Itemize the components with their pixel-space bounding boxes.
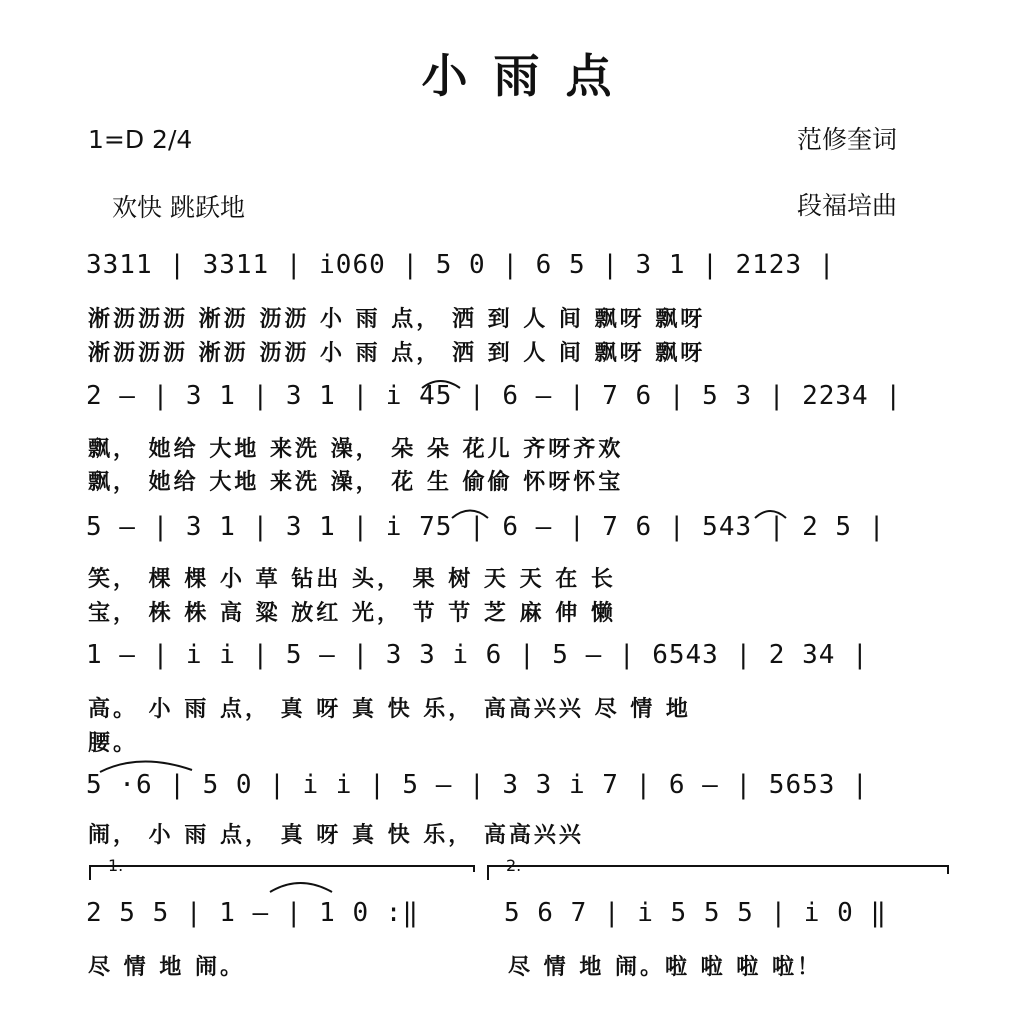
slur-row-3: [452, 511, 488, 519]
slur-row-3b: [755, 511, 786, 518]
lyric-row-3-verse-2: 宝， 株 株 高 粱 放红 光， 节 节 芝 麻 伸 懒: [88, 601, 616, 626]
lyric-row-1-verse-2: 淅沥沥沥 淅沥 沥沥 小 雨 点， 洒 到 人 间 飘呀 飘呀: [88, 341, 706, 366]
key-time-signature: 1=D 2/4: [88, 125, 193, 154]
notation-row-2: 2 — | 3 1 | 3 1 | i 45 | 6 — | 7 6 | 5 3 | 2234 |: [86, 381, 903, 411]
volta-2-label: 2.: [506, 856, 522, 875]
notation-row-5: 5 ·6 | 5 0 | i i | 5 — | 3 3 i 7 | 6 — | 5653 |: [86, 770, 869, 800]
notation-row-1: 3311 | 3311 | i060 | 5 0 | 6 5 | 3 1 | 2123 |: [86, 250, 836, 280]
slur-row-6: [270, 883, 332, 892]
volta-1-label: 1.: [108, 856, 124, 875]
lyric-row-6-ending-2: 尽 情 地 闹。啦 啦 啦 啦！: [508, 955, 822, 980]
volta-1-bracket: [90, 866, 474, 880]
tempo-marking: 欢快 跳跃地: [112, 193, 245, 222]
composer-credit: 段福培曲: [797, 191, 898, 220]
slur-row-5: [100, 761, 192, 772]
notation-row-6-ending-1: 2 5 5 | 1 — | 1 0 :‖: [86, 898, 420, 928]
lyricist-credit: 范修奎词: [797, 125, 898, 154]
notation-row-3: 5 — | 3 1 | 3 1 | i 75 | 6 — | 7 6 | 543 | 2 5 |: [86, 512, 886, 542]
lyric-row-4-verse-2: 腰。: [88, 731, 139, 756]
lyric-row-5-verse-1: 闹， 小 雨 点， 真 呀 真 快 乐， 高高兴兴: [88, 823, 584, 848]
lyric-row-6-ending-1: 尽 情 地 闹。: [88, 955, 245, 980]
notation-row-6-ending-2: 5 6 7 | i 5 5 5 | i 0 ‖: [504, 898, 888, 928]
lyric-row-2-verse-2: 飘， 她给 大地 来洗 澡， 花 生 偷偷 怀呀怀宝: [88, 470, 624, 495]
lyric-row-1-verse-1: 淅沥沥沥 淅沥 沥沥 小 雨 点， 洒 到 人 间 飘呀 飘呀: [88, 307, 706, 332]
lyric-row-4-verse-1: 高。 小 雨 点， 真 呀 真 快 乐， 高高兴兴 尽 情 地: [88, 697, 691, 722]
lyric-row-3-verse-1: 笑， 棵 棵 小 草 钻出 头， 果 树 天 天 在 长: [88, 567, 616, 592]
song-title: 小雨点: [421, 49, 638, 103]
volta-2-bracket: [488, 866, 948, 880]
slur-row-2: [422, 381, 460, 388]
notation-row-4: 1 — | i i | 5 — | 3 3 i 6 | 5 — | 6543 | 2 34 |: [86, 640, 869, 670]
lyric-row-2-verse-1: 飘， 她给 大地 来洗 澡， 朵 朵 花儿 齐呀齐欢: [88, 437, 624, 462]
